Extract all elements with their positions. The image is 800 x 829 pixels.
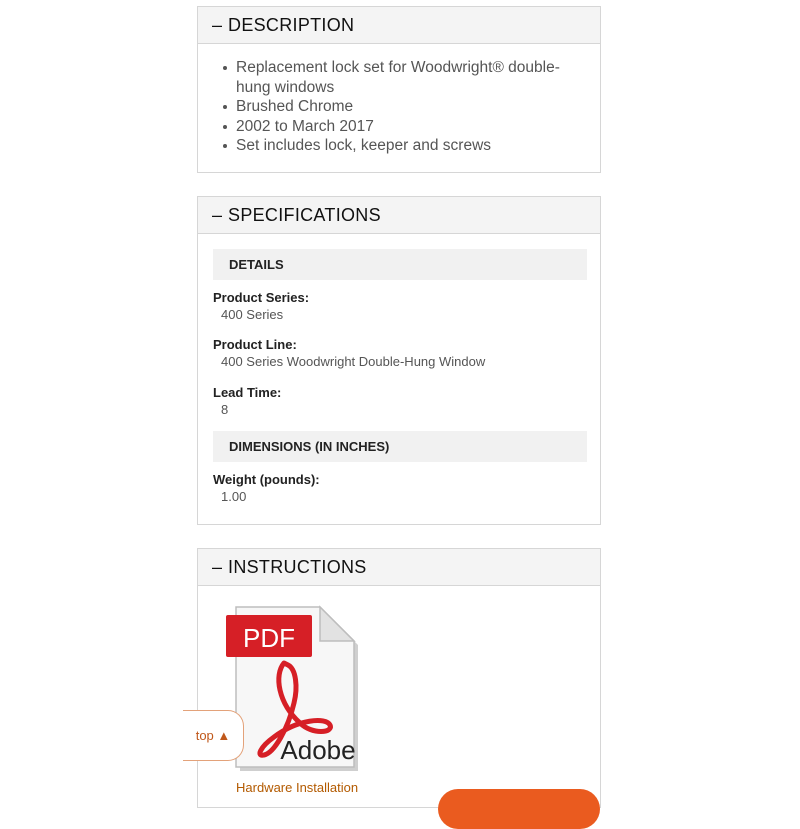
product-series-label: Product Series: [213, 290, 310, 305]
instructions-panel [197, 548, 601, 808]
instructions-title: INSTRUCTIONS [228, 556, 367, 577]
pdf-file-icon[interactable] [226, 603, 361, 773]
collapse-icon: – [212, 557, 223, 577]
product-series-value: 400 Series [221, 307, 284, 322]
back-to-top-button[interactable]: top ▲ [183, 710, 244, 761]
collapse-icon: – [212, 205, 223, 225]
pdf-badge-text: PDF [243, 623, 295, 653]
action-button[interactable] [438, 789, 600, 829]
collapse-icon: – [212, 15, 223, 35]
description-header[interactable] [198, 7, 600, 44]
pdf-brand-text: Adobe [280, 735, 356, 765]
list-item: Brushed Chrome [220, 97, 590, 117]
product-line-label: Product Line: [213, 337, 297, 352]
hardware-installation-link[interactable]: Hardware Installation [236, 780, 359, 795]
specifications-header[interactable] [198, 197, 600, 234]
instructions-header[interactable] [198, 549, 600, 586]
lead-time-value: 8 [221, 402, 229, 417]
specifications-panel [197, 196, 601, 525]
list-item: 2002 to March 2017 [220, 117, 590, 137]
dimensions-heading: DIMENSIONS (IN INCHES) [213, 431, 587, 462]
lead-time-label: Lead Time: [213, 385, 282, 400]
list-item: Set includes lock, keeper and screws [220, 136, 590, 156]
weight-value: 1.00 [221, 489, 247, 504]
adobe-pdf-icon [226, 603, 361, 773]
details-heading: DETAILS [213, 249, 587, 280]
description-list [198, 44, 600, 156]
description-title: DESCRIPTION [228, 14, 355, 35]
weight-label: Weight (pounds): [213, 472, 320, 487]
product-line-value: 400 Series Woodwright Double-Hung Window [221, 354, 486, 369]
specifications-title: SPECIFICATIONS [228, 204, 381, 225]
list-item: Replacement lock set for Woodwright® double-hung windows [220, 58, 590, 97]
description-panel [197, 6, 601, 173]
